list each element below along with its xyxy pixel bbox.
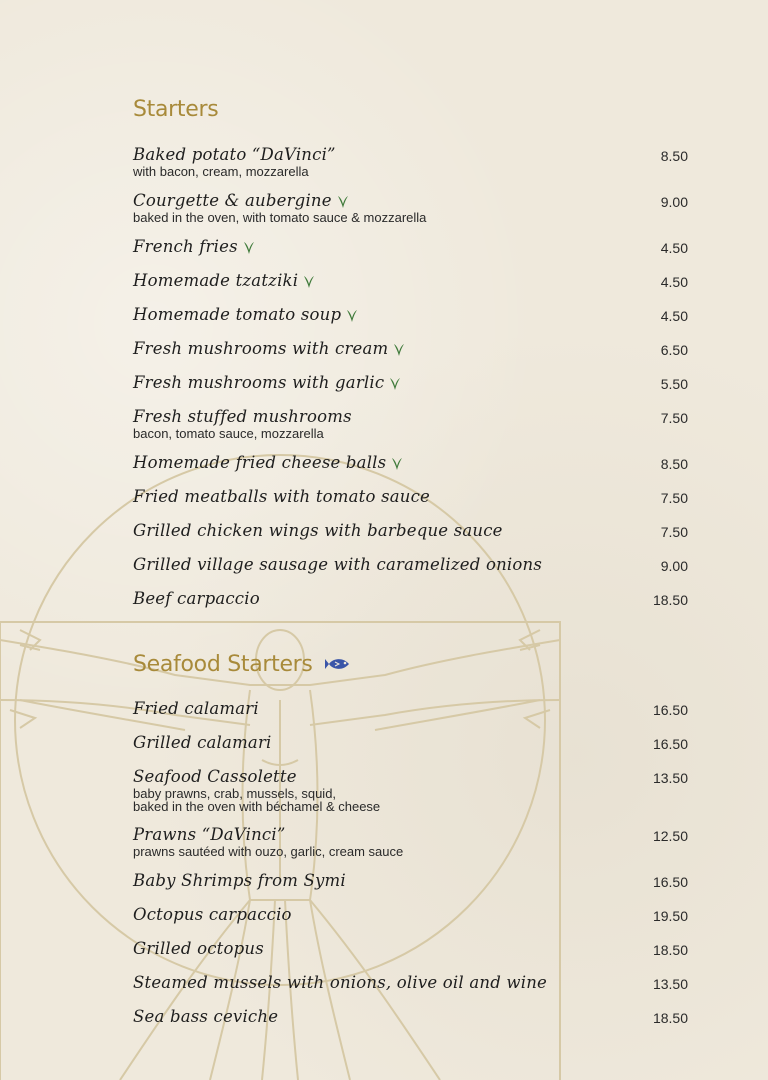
menu-item: [133, 454, 688, 472]
item-name-text: Steamed mussels with onions, olive oil and wine: [133, 973, 547, 992]
menu-item: [133, 556, 688, 574]
item-name-text: Octopus carpaccio: [133, 905, 292, 924]
vegetarian-leaf-icon: [238, 237, 255, 256]
item-name: [133, 374, 688, 392]
menu-item: [133, 768, 688, 813]
item-price: 4.50: [660, 308, 688, 324]
menu-item: [133, 700, 688, 718]
menu-item: [133, 306, 688, 324]
vegetarian-leaf-icon: [386, 453, 403, 472]
item-name-text: Fried meatballs with tomato sauce: [133, 487, 431, 506]
item-price: 19.50: [652, 908, 688, 924]
item-name: [133, 556, 688, 574]
item-name-text: Grilled calamari: [133, 733, 272, 752]
item-name: [133, 340, 688, 358]
menu-item: [133, 340, 688, 358]
fish-icon: [325, 653, 353, 678]
item-price: 13.50: [652, 770, 688, 786]
vegetarian-leaf-icon: [332, 191, 349, 210]
item-price: 13.50: [652, 976, 688, 992]
item-name: [133, 768, 688, 786]
vegetarian-leaf-icon: [384, 373, 401, 392]
section-title-starters: [133, 97, 218, 122]
menu-item: [133, 146, 688, 178]
item-name: [133, 906, 688, 924]
item-description: prawns sautéed with ouzo, garlic, cream sauce: [133, 844, 404, 859]
item-price: 18.50: [652, 942, 688, 958]
menu-item: [133, 192, 688, 224]
item-description: with bacon, cream, mozzarella: [133, 164, 309, 179]
item-price: 7.50: [660, 524, 688, 540]
menu-item: [133, 734, 688, 752]
item-price: 16.50: [652, 874, 688, 890]
menu-item: [133, 872, 688, 890]
item-name-text: French fries: [133, 237, 238, 256]
item-name: [133, 454, 688, 472]
item-price: 7.50: [660, 490, 688, 506]
item-name: [133, 872, 688, 890]
item-price: 16.50: [652, 702, 688, 718]
menu-item: [133, 940, 688, 958]
item-name: [133, 146, 688, 164]
menu-item: [133, 522, 688, 540]
item-name: [133, 192, 688, 210]
item-price: 8.50: [660, 456, 688, 472]
item-name-text: Beef carpaccio: [133, 589, 260, 608]
section-title-seafood-starters: [133, 652, 353, 678]
item-name: [133, 522, 688, 540]
item-name: [133, 306, 688, 324]
item-name-text: Courgette & aubergine: [133, 191, 332, 210]
item-price: 18.50: [652, 592, 688, 608]
item-name-text: Homemade fried cheese balls: [133, 453, 387, 472]
item-description: bacon, tomato sauce, mozzarella: [133, 426, 324, 441]
item-price: 6.50: [660, 342, 688, 358]
item-price: 18.50: [652, 1010, 688, 1026]
item-name-text: Homemade tzatziki: [133, 271, 299, 290]
item-name-text: Baked potato “DaVinci”: [133, 145, 336, 164]
item-name-text: Grilled village sausage with caramelized onions: [133, 555, 543, 574]
item-price: 9.00: [660, 558, 688, 574]
item-description: baked in the oven, with tomato sauce & mozzarella: [133, 210, 427, 225]
item-name-text: Grilled octopus: [133, 939, 264, 958]
item-name-text: Fried calamari: [133, 699, 259, 718]
menu-item: [133, 488, 688, 506]
item-name: [133, 826, 688, 844]
item-name-text: Homemade tomato soup: [133, 305, 342, 324]
item-name: [133, 488, 688, 506]
menu-item: [133, 374, 688, 392]
menu-item: [133, 238, 688, 256]
menu-item: [133, 272, 688, 290]
item-price: 5.50: [660, 376, 688, 392]
item-name-text: Fresh stuffed mushrooms: [133, 407, 352, 426]
item-name: [133, 238, 688, 256]
item-name-text: Prawns “DaVinci”: [133, 825, 286, 844]
item-name-text: Grilled chicken wings with barbeque sauce: [133, 521, 503, 540]
item-price: 9.00: [660, 194, 688, 210]
item-name: [133, 940, 688, 958]
vegetarian-leaf-icon: [298, 271, 315, 290]
item-name-text: Baby Shrimps from Symi: [133, 871, 346, 890]
menu-item: [133, 974, 688, 992]
vegetarian-leaf-icon: [341, 305, 358, 324]
item-name: [133, 734, 688, 752]
item-name-text: Fresh mushrooms with cream: [133, 339, 389, 358]
vegetarian-leaf-icon: [388, 339, 405, 358]
item-price: 7.50: [660, 410, 688, 426]
item-name-text: Sea bass ceviche: [133, 1007, 279, 1026]
item-price: 4.50: [660, 274, 688, 290]
menu-item: [133, 826, 688, 858]
item-name: [133, 272, 688, 290]
item-name: [133, 974, 688, 992]
item-price: 8.50: [660, 148, 688, 164]
item-price: 12.50: [652, 828, 688, 844]
item-name-text: Seafood Cassolette: [133, 767, 297, 786]
menu-item: [133, 906, 688, 924]
menu-item: [133, 1008, 688, 1026]
item-name: [133, 408, 688, 426]
item-name: [133, 590, 688, 608]
item-price: 4.50: [660, 240, 688, 256]
menu-item: [133, 408, 688, 440]
section-title-text: Seafood Starters: [133, 652, 313, 677]
item-name: [133, 700, 688, 718]
item-name-text: Fresh mushrooms with garlic: [133, 373, 385, 392]
item-name: [133, 1008, 688, 1026]
section-title-text: Starters: [133, 97, 219, 122]
menu-item: [133, 590, 688, 608]
item-price: 16.50: [652, 736, 688, 752]
item-description: baby prawns, crab, mussels, squid, baked in the oven with béchamel & cheese: [133, 786, 381, 814]
